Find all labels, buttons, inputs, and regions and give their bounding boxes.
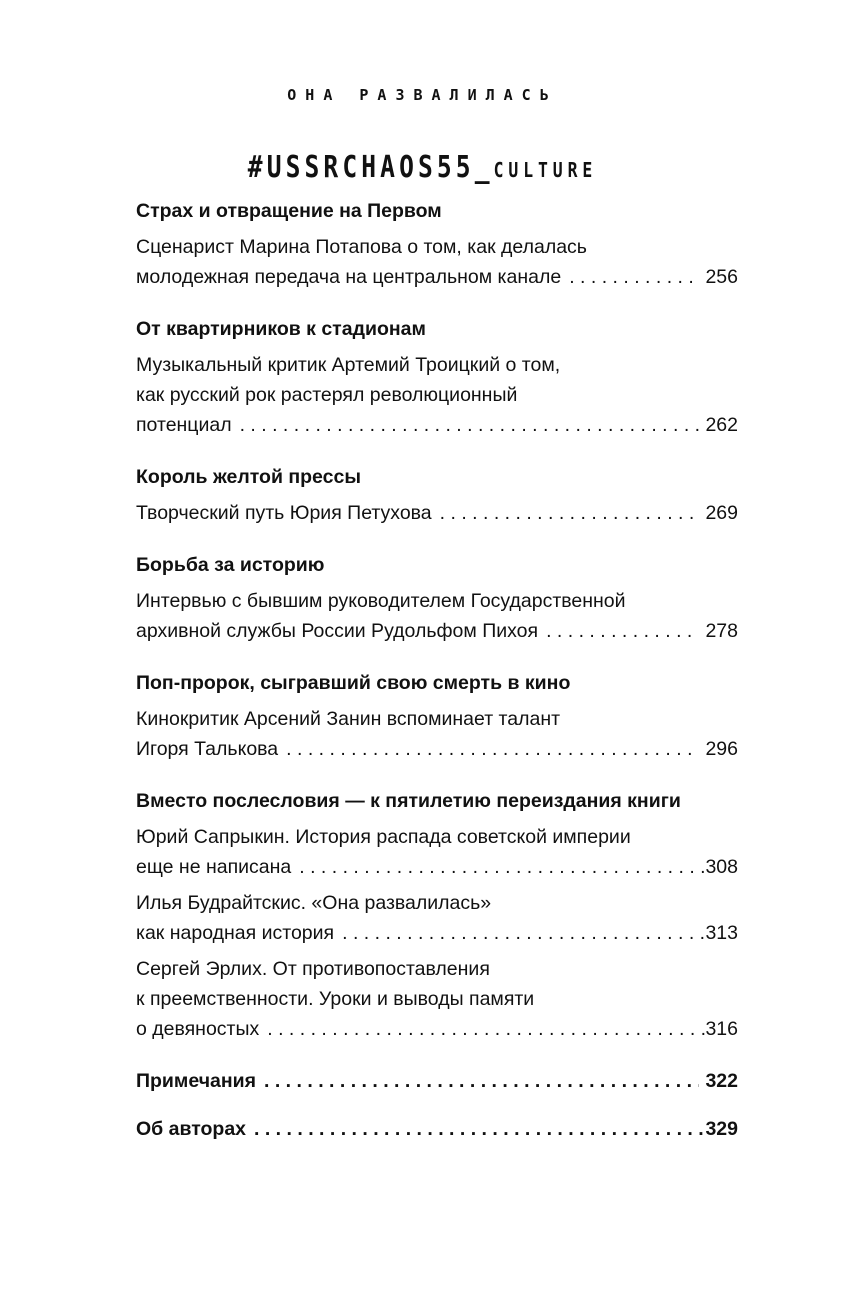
toc-entry: [136, 314, 738, 440]
toc-entry-line: Сергей Эрлих. От противопоставления: [136, 958, 490, 980]
toc-entry-text: о девяностых: [136, 1018, 260, 1040]
toc-entry-line: Юрий Сапрыкин. История распада советской империи: [136, 826, 631, 848]
toc-entry-line: как русский рок растерял революционный: [136, 384, 518, 406]
toc-entry-text: молодежная передача на центральном канале: [136, 266, 562, 288]
toc-entry: [136, 196, 738, 292]
page-number: 313: [705, 922, 738, 944]
toc-entry-heading: Король желтой прессы: [136, 466, 361, 488]
section-title-suffix: CULTURE: [493, 158, 598, 182]
toc-entry-last-line: [136, 852, 738, 882]
toc-entry-last-line: [136, 1014, 738, 1044]
page-number: 269: [705, 502, 738, 524]
toc-entry: [136, 668, 738, 764]
toc-entry-text: Творческий путь Юрия Петухова: [136, 502, 432, 524]
toc-entry: [136, 462, 738, 528]
toc-entry-last-line: [136, 616, 738, 646]
page-number: 296: [705, 738, 738, 760]
toc-entry-line: Илья Будрайтскис. «Она развалилась»: [136, 892, 492, 914]
dot-leader: [264, 1066, 699, 1096]
toc-entry-last-line: [136, 734, 738, 764]
dot-leader: [286, 734, 699, 764]
table-of-contents: [136, 196, 738, 1144]
toc-entry-text: Примечания: [136, 1070, 257, 1092]
toc-entry-line: Сценарист Марина Потапова о том, как делалась: [136, 236, 587, 258]
dot-leader: [440, 498, 700, 528]
toc-entry-text: еще не написана: [136, 856, 292, 878]
toc-entry-heading: Страх и отвращение на Первом: [136, 200, 442, 222]
toc-entry-last-line: [136, 410, 738, 440]
section-title: [76, 150, 769, 185]
toc-notes: [136, 1066, 738, 1096]
page-number: 329: [705, 1118, 738, 1140]
page-number: 256: [705, 266, 738, 288]
running-head: ОНА РАЗВАЛИЛАСЬ: [287, 86, 558, 104]
dot-leader: [299, 852, 705, 882]
toc-entry-last-line: [136, 262, 738, 292]
toc-entry-line: к преемственности. Уроки и выводы памяти: [136, 988, 535, 1010]
toc-entry-text: Игоря Талькова: [136, 738, 279, 760]
page-number: 316: [705, 1018, 738, 1040]
page-number: 322: [705, 1070, 738, 1092]
toc-entry-line: Интервью с бывшим руководителем Государственной: [136, 590, 626, 612]
toc-entry-text: как народная история: [136, 922, 335, 944]
toc-entry-last-line: [136, 498, 738, 528]
toc-entry-text: потенциал: [136, 414, 232, 436]
toc-entry-heading: Поп-пророк, сыгравший свою смерть в кино: [136, 672, 571, 694]
dot-leader: [569, 262, 699, 292]
dot-leader: [342, 918, 705, 948]
dot-leader: [240, 410, 700, 440]
dot-leader: [546, 616, 699, 646]
toc-entry-line: Кинокритик Арсений Занин вспоминает талант: [136, 708, 561, 730]
toc-entry: [136, 550, 738, 646]
toc-entry-heading: От квартирников к стадионам: [136, 318, 426, 340]
dot-leader: [254, 1114, 705, 1144]
page-number: 262: [705, 414, 738, 436]
dot-leader: [267, 1014, 705, 1044]
toc-entry-text: архивной службы России Рудольфом Пихоя: [136, 620, 539, 642]
toc-entry-heading: Вместо послесловия — к пятилетию переиздания книги: [136, 790, 681, 812]
page-number: 278: [705, 620, 738, 642]
section-title-main: #USSRCHAOS55_: [247, 150, 494, 185]
page-number: 308: [705, 856, 738, 878]
toc-entry-heading: Борьба за историю: [136, 554, 325, 576]
toc-entry-line: Музыкальный критик Артемий Троицкий о том,: [136, 354, 561, 376]
toc-afterword: [136, 786, 738, 1044]
toc-entry-last-line: [136, 918, 738, 948]
toc-authors: [136, 1114, 738, 1144]
toc-entry-text: Об авторах: [136, 1118, 247, 1140]
